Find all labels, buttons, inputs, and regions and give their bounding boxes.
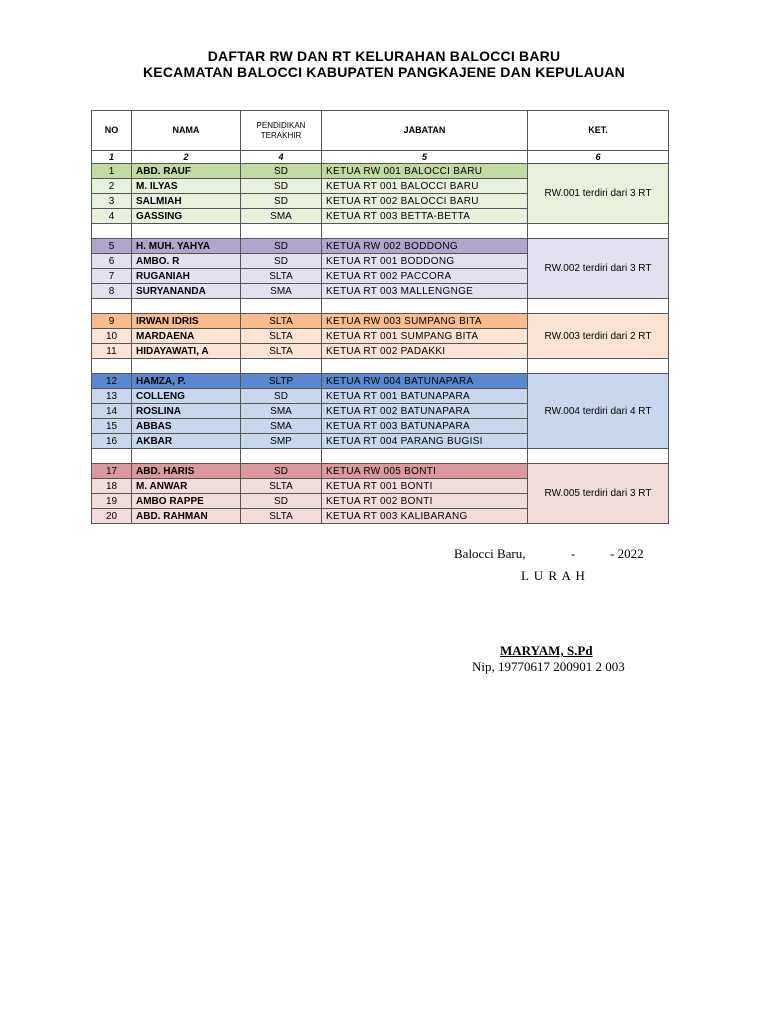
row-jabatan: KETUA RT 001 SUMPANG BITA bbox=[322, 329, 528, 344]
row-no: 15 bbox=[92, 419, 132, 434]
row-pendidikan: SD bbox=[241, 179, 322, 194]
row-no: 11 bbox=[92, 344, 132, 359]
group-ket: RW.005 terdiri dari 3 RT bbox=[528, 464, 669, 524]
header-no: NO bbox=[92, 111, 132, 151]
row-no: 10 bbox=[92, 329, 132, 344]
signature-nip: Nip, 19770617 200901 2 003 bbox=[472, 659, 625, 674]
row-jabatan: KETUA RT 003 KALIBARANG bbox=[322, 509, 528, 524]
row-nama: GASSING bbox=[132, 209, 241, 224]
header-pendidikan bbox=[241, 111, 322, 151]
row-jabatan: KETUA RT 004 PARANG BUGISI bbox=[322, 434, 528, 449]
row-no: 2 bbox=[92, 179, 132, 194]
table-row bbox=[92, 239, 669, 254]
row-jabatan: KETUA RW 003 SUMPANG BITA bbox=[322, 314, 528, 329]
row-jabatan: KETUA RW 005 BONTI bbox=[322, 464, 528, 479]
spacer-cell bbox=[92, 449, 132, 464]
row-nama: M. ANWAR bbox=[132, 479, 241, 494]
column-number: 2 bbox=[132, 151, 241, 164]
row-nama: ROSLINA bbox=[132, 404, 241, 419]
spacer-cell bbox=[322, 224, 528, 239]
spacer-cell bbox=[132, 299, 241, 314]
row-jabatan: KETUA RT 003 MALLENGNGE bbox=[322, 284, 528, 299]
column-number: 4 bbox=[241, 151, 322, 164]
spacer-cell bbox=[92, 359, 132, 374]
row-pendidikan: SMA bbox=[241, 209, 322, 224]
row-pendidikan: SLTA bbox=[241, 269, 322, 284]
spacer-cell bbox=[528, 359, 669, 374]
spacer-cell bbox=[92, 224, 132, 239]
signature-date-dash: - bbox=[571, 546, 576, 561]
row-jabatan: KETUA RT 001 BONTI bbox=[322, 479, 528, 494]
row-nama: ABD. HARIS bbox=[132, 464, 241, 479]
row-pendidikan: SLTA bbox=[241, 509, 322, 524]
row-no: 13 bbox=[92, 389, 132, 404]
row-jabatan: KETUA RW 004 BATUNAPARA bbox=[322, 374, 528, 389]
row-no: 3 bbox=[92, 194, 132, 209]
spacer-cell bbox=[241, 359, 322, 374]
group-ket: RW.003 terdiri dari 2 RT bbox=[528, 314, 669, 359]
row-nama: AMBO RAPPE bbox=[132, 494, 241, 509]
row-nama: SURYANANDA bbox=[132, 284, 241, 299]
row-no: 20 bbox=[92, 509, 132, 524]
row-jabatan: KETUA RW 001 BALOCCI BARU bbox=[322, 164, 528, 179]
table-header-row bbox=[92, 111, 669, 151]
row-jabatan: KETUA RT 001 BALOCCI BARU bbox=[322, 179, 528, 194]
row-jabatan: KETUA RT 003 BETTA-BETTA bbox=[322, 209, 528, 224]
group-spacer-row bbox=[92, 449, 669, 464]
row-no: 7 bbox=[92, 269, 132, 284]
group-ket: RW.001 terdiri dari 3 RT bbox=[528, 164, 669, 224]
signature-year: - 2022 bbox=[610, 546, 644, 561]
row-pendidikan: SMA bbox=[241, 284, 322, 299]
signature-role: L U R A H bbox=[521, 568, 586, 583]
header-ket: KET. bbox=[528, 111, 669, 151]
row-jabatan: KETUA RT 002 PACCORA bbox=[322, 269, 528, 284]
rw-rt-table bbox=[91, 110, 669, 524]
row-no: 4 bbox=[92, 209, 132, 224]
spacer-cell bbox=[528, 224, 669, 239]
spacer-cell bbox=[241, 449, 322, 464]
row-pendidikan: SD bbox=[241, 164, 322, 179]
spacer-cell bbox=[322, 359, 528, 374]
row-nama: AMBO. R bbox=[132, 254, 241, 269]
row-jabatan: KETUA RT 002 BONTI bbox=[322, 494, 528, 509]
row-nama: AKBAR bbox=[132, 434, 241, 449]
header-jabatan: JABATAN bbox=[322, 111, 528, 151]
row-jabatan: KETUA RT 002 PADAKKI bbox=[322, 344, 528, 359]
row-pendidikan: SD bbox=[241, 239, 322, 254]
spacer-cell bbox=[132, 449, 241, 464]
spacer-cell bbox=[241, 299, 322, 314]
spacer-cell bbox=[322, 299, 528, 314]
row-pendidikan: SMA bbox=[241, 419, 322, 434]
row-nama: RUGANIAH bbox=[132, 269, 241, 284]
row-jabatan: KETUA RT 001 BODDONG bbox=[322, 254, 528, 269]
row-pendidikan: SLTA bbox=[241, 329, 322, 344]
spacer-cell bbox=[322, 449, 528, 464]
row-no: 5 bbox=[92, 239, 132, 254]
signature-place: Balocci Baru, bbox=[454, 546, 526, 561]
spacer-cell bbox=[92, 299, 132, 314]
row-pendidikan: SMA bbox=[241, 404, 322, 419]
table-row bbox=[92, 464, 669, 479]
row-no: 18 bbox=[92, 479, 132, 494]
row-nama: HAMZA, P. bbox=[132, 374, 241, 389]
spacer-cell bbox=[528, 449, 669, 464]
row-pendidikan: SLTA bbox=[241, 479, 322, 494]
row-no: 6 bbox=[92, 254, 132, 269]
row-nama: ABD. RAUF bbox=[132, 164, 241, 179]
group-ket: RW.004 terdiri dari 4 RT bbox=[528, 374, 669, 449]
row-nama: ABD. RAHMAN bbox=[132, 509, 241, 524]
row-jabatan: KETUA RT 002 BATUNAPARA bbox=[322, 404, 528, 419]
column-number: 5 bbox=[322, 151, 528, 164]
group-spacer-row bbox=[92, 224, 669, 239]
spacer-cell bbox=[132, 224, 241, 239]
row-no: 19 bbox=[92, 494, 132, 509]
row-pendidikan: SD bbox=[241, 464, 322, 479]
row-nama: SALMIAH bbox=[132, 194, 241, 209]
row-no: 14 bbox=[92, 404, 132, 419]
column-number: 6 bbox=[528, 151, 669, 164]
table-row bbox=[92, 314, 669, 329]
spacer-cell bbox=[132, 359, 241, 374]
group-ket: RW.002 terdiri dari 3 RT bbox=[528, 239, 669, 299]
row-nama: HIDAYAWATI, A bbox=[132, 344, 241, 359]
document-title-line-2: KECAMATAN BALOCCI KABUPATEN PANGKAJENE DAN KEPULAUAN bbox=[143, 64, 625, 80]
row-pendidikan: SLTP bbox=[241, 374, 322, 389]
row-nama: MARDAENA bbox=[132, 329, 241, 344]
column-number: 1 bbox=[92, 151, 132, 164]
row-pendidikan: SLTA bbox=[241, 344, 322, 359]
row-nama: COLLENG bbox=[132, 389, 241, 404]
header-nama: NAMA bbox=[132, 111, 241, 151]
group-spacer-row bbox=[92, 299, 669, 314]
row-jabatan: KETUA RT 003 BATUNAPARA bbox=[322, 419, 528, 434]
row-no: 17 bbox=[92, 464, 132, 479]
row-jabatan: KETUA RT 001 BATUNAPARA bbox=[322, 389, 528, 404]
document-title-line-1: DAFTAR RW DAN RT KELURAHAN BALOCCI BARU bbox=[207, 48, 561, 64]
row-nama: M. ILYAS bbox=[132, 179, 241, 194]
row-pendidikan: SD bbox=[241, 389, 322, 404]
table-row bbox=[92, 374, 669, 389]
row-pendidikan: SMP bbox=[241, 434, 322, 449]
header-pendidikan-line-2: TERAKHIR bbox=[260, 130, 302, 140]
row-no: 12 bbox=[92, 374, 132, 389]
table-row bbox=[92, 164, 669, 179]
row-no: 8 bbox=[92, 284, 132, 299]
row-jabatan: KETUA RT 002 BALOCCI BARU bbox=[322, 194, 528, 209]
header-pendidikan-line-1: PENDIDIKAN bbox=[256, 120, 306, 130]
row-nama: H. MUH. YAHYA bbox=[132, 239, 241, 254]
signature-name: MARYAM, S.Pd bbox=[500, 643, 593, 658]
spacer-cell bbox=[528, 299, 669, 314]
row-no: 9 bbox=[92, 314, 132, 329]
row-nama: ABBAS bbox=[132, 419, 241, 434]
spacer-cell bbox=[241, 224, 322, 239]
row-pendidikan: SD bbox=[241, 194, 322, 209]
group-spacer-row bbox=[92, 359, 669, 374]
row-no: 16 bbox=[92, 434, 132, 449]
row-nama: IRWAN IDRIS bbox=[132, 314, 241, 329]
row-jabatan: KETUA RW 002 BODDONG bbox=[322, 239, 528, 254]
row-pendidikan: SLTA bbox=[241, 314, 322, 329]
column-number-row bbox=[92, 151, 669, 164]
row-no: 1 bbox=[92, 164, 132, 179]
row-pendidikan: SD bbox=[241, 494, 322, 509]
row-pendidikan: SD bbox=[241, 254, 322, 269]
